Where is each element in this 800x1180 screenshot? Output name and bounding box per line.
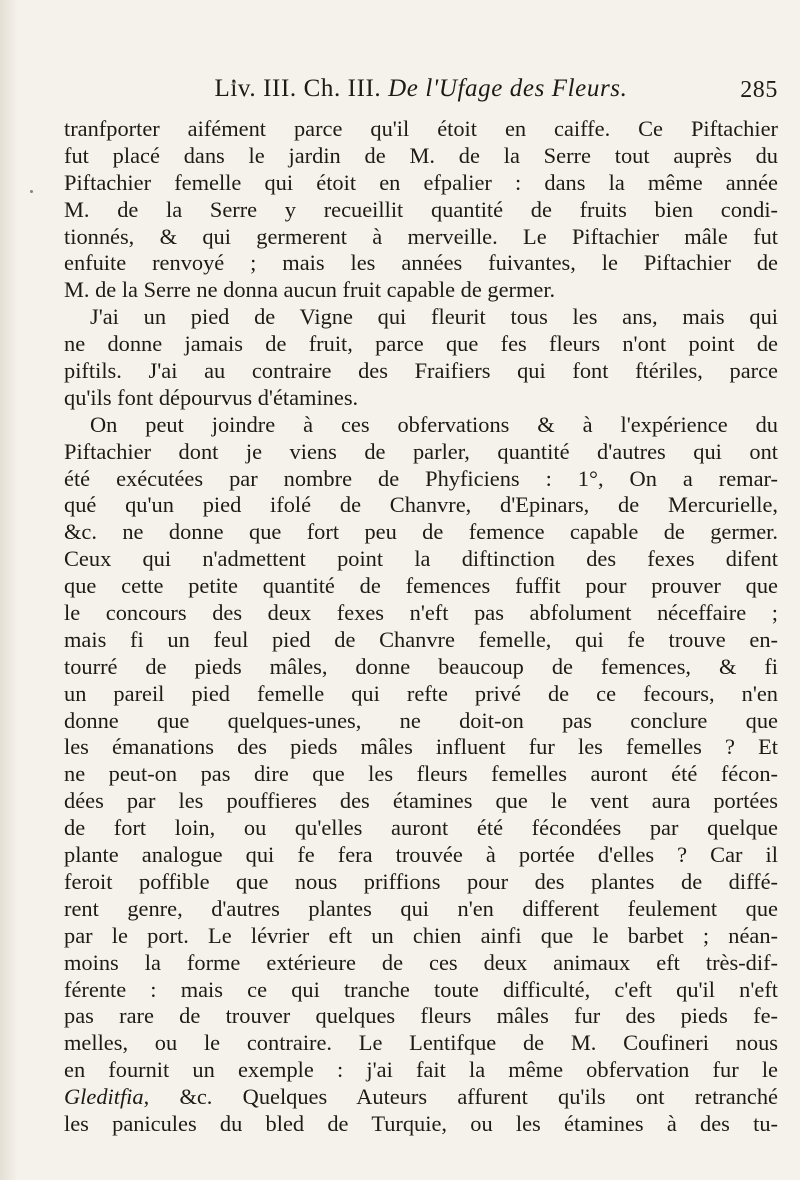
text-line: qué qu'un pied ifolé de Chanvre, d'Epinars, de Mercurielle,: [64, 492, 778, 518]
text-line: en fournit un exemple : j'ai fait la même obfervation fur le: [64, 1057, 778, 1083]
text-line: pas rare de trouver quelques fleurs mâles fur des pieds fe-: [64, 1003, 778, 1029]
text-line: Gleditfia, &c. Quelques Auteurs affurent qu'ils ont retranché: [64, 1084, 778, 1110]
running-head-roman: Liv. III. Ch. III.: [214, 75, 382, 102]
paragraph-2: [64, 304, 778, 412]
text-line: Ceux qui n'admettent point la diftinction des fexes difent: [64, 546, 778, 572]
text-line: Piftachier dont je viens de parler, quantité d'autres qui ont: [64, 438, 778, 464]
text-line: été exécutées par nombre de Phyficiens : 1°, On a remar-: [64, 465, 778, 491]
text-line: tranfporter aifément parce qu'il étoit en caiffe. Ce Piftachier: [64, 116, 778, 141]
text-line: moins la forme extérieure de ces deux animaux eft très-dif-: [64, 949, 778, 975]
ink-speck: [30, 190, 33, 193]
text-line: dées par les pouffieres des étamines que le vent aura portées: [64, 788, 778, 814]
paragraph-3: [64, 412, 778, 1138]
text-line: &c. ne donne que fort peu de femence capable de germer.: [64, 519, 778, 545]
text-line: M. de la Serre y recueillit quantité de fruits bien condi-: [64, 196, 778, 222]
running-head-italic: De l'Ufage des Fleurs.: [388, 75, 628, 102]
text-line: plante analogue qui fe fera trouvée à portée d'elles ? Car il: [64, 842, 778, 868]
running-header: [64, 75, 778, 111]
text-line: qu'ils font dépourvus d'étamines.: [64, 384, 359, 410]
paragraph-1: [64, 116, 778, 304]
text-line: fut placé dans le jardin de M. de la Serre tout auprès du: [64, 142, 778, 168]
italic-word: Gleditfia: [64, 1084, 144, 1110]
text-line: piftils. J'ai au contraire des Fraifiers qui font ftériles, parce: [64, 358, 778, 384]
text-line: les panicules du bled de Turquie, ou les étamines à des tu-: [64, 1110, 778, 1136]
text-line: ne donne jamais de fruit, parce que fes fleurs n'ont point de: [64, 331, 778, 357]
running-head: [64, 75, 778, 103]
text-line: mais fi un feul pied de Chanvre femelle, qui fe trouve en-: [64, 626, 778, 652]
text-line: ne peut-on pas dire que les fleurs femelles auront été fécon-: [64, 761, 778, 787]
text-line: J'ai un pied de Vigne qui fleurit tous les ans, mais qui: [90, 304, 778, 330]
text-line: férente : mais ce qui tranche toute difficulté, c'eft qu'il n'eft: [64, 976, 778, 1002]
text-line: Piftachier femelle qui étoit en efpalier : dans la même année: [64, 169, 778, 195]
text-line: de fort loin, ou qu'elles auront été fécondées par quelque: [64, 815, 778, 841]
text-line: tourré de pieds mâles, donne beaucoup de femences, & fi: [64, 653, 778, 679]
text-line: le concours des deux fexes n'eft pas abfolument néceffaire ;: [64, 600, 778, 626]
text-line: que cette petite quantité de femences fuffit pour prouver que: [64, 573, 778, 599]
text-line: melles, ou le contraire. Le Lentifque de M. Coufineri nous: [64, 1030, 778, 1056]
page-number: 285: [740, 77, 778, 103]
text-line: par le port. Le lévrier eft un chien ainfi que le barbet ; néan-: [64, 922, 778, 948]
text-line: rent genre, d'autres plantes qui n'en different feulement que: [64, 895, 778, 921]
body-text: [64, 116, 778, 1138]
text-line: feroit poffible que nous priffions pour des plantes de diffé-: [64, 868, 778, 894]
text-line: donne que quelques-unes, ne doit-on pas conclure que: [64, 707, 778, 733]
text-line: un pareil pied femelle qui refte privé de ce fecours, n'en: [64, 680, 778, 706]
text-line: les émanations des pieds mâles influent fur les femelles ? Et: [64, 734, 778, 760]
text-line: M. de la Serre ne donna aucun fruit capable de germer.: [64, 277, 556, 303]
text-line: On peut joindre à ces obfervations & à l'expérience du: [90, 411, 778, 437]
text-line: tionnés, & qui germerent à merveille. Le Piftachier mâle fut: [64, 223, 778, 249]
text-line: enfuite renvoyé ; mais les années fuivantes, le Piftachier de: [64, 250, 778, 276]
page-gutter-shadow: [0, 0, 18, 1180]
